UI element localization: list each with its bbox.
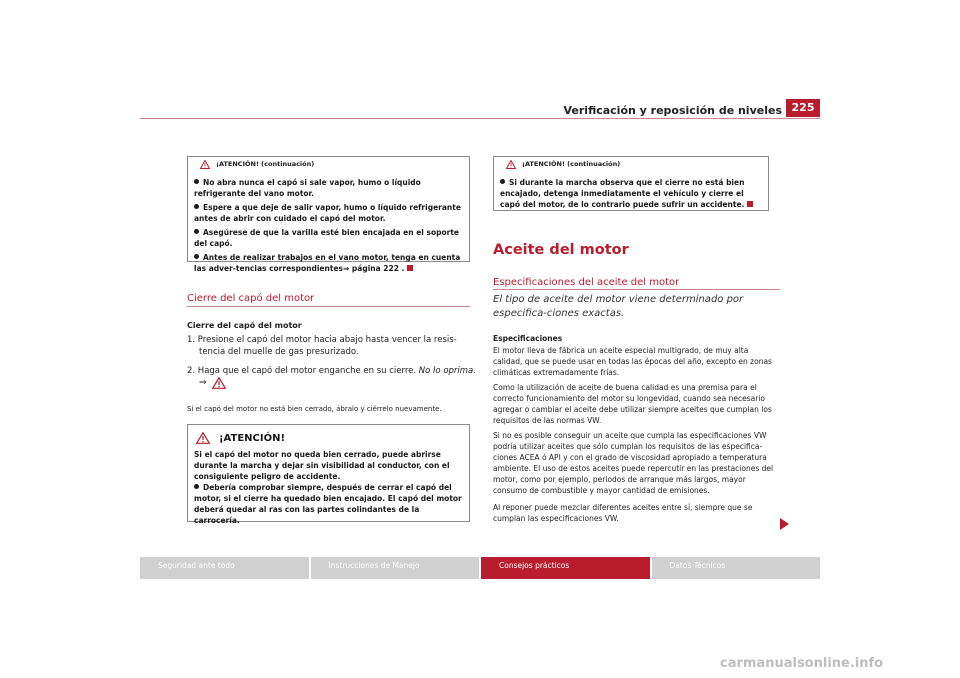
- warning-bullet: Asegúrese de que la varilla esté bien encajada en el soporte del capó.: [194, 228, 459, 248]
- footer-tab-instrucciones[interactable]: Instrucciones de Manejo: [309, 557, 480, 579]
- warning-title: ¡ATENCIÓN! (continuación): [522, 160, 621, 168]
- section-end-icon: [407, 265, 413, 271]
- section-heading-cierre: Cierre del capó del motor: [187, 293, 315, 304]
- warning-bullet: No abra nunca el capó si sale vapor, humo o líquido refrigerante del vano motor.: [194, 178, 421, 198]
- warning-triangle-icon: [200, 160, 210, 169]
- section-heading-especificaciones: Especificaciones del aceite del motor: [493, 277, 680, 288]
- header-divider: [140, 118, 820, 119]
- warning-triangle-icon: [196, 432, 210, 444]
- chapter-heading-aceite: Aceite del motor: [493, 242, 629, 258]
- footer-tab-seguridad[interactable]: Seguridad ante todo: [140, 557, 309, 579]
- bullet-dot: [194, 484, 199, 489]
- lead-text: El tipo de aceite del motor viene determinado por especifica-ciones exactas.: [493, 294, 744, 319]
- warning-title: ¡ATENCIÓN! (continuación): [216, 160, 315, 168]
- page-number: 225: [786, 99, 820, 117]
- warning-bullet: Si durante la marcha observa que el cierre no está bien encajado, detenga inmediatamente el vehículo y cierre el capó del motor, de lo contrario puede sufrir un accidente.: [494, 177, 768, 210]
- warning-bullet: Antes de realizar trabajos en el vano motor, tenga en cuenta las adver-tencias correspondientes⇒ página 222 .: [194, 253, 461, 273]
- paragraph-3: Si no es posible conseguir un aceite que cumpla las especificaciones VW podría utilizar aceites que sólo cumplan los requisitos de las especifica-ciones ACEA ó API y con el grado de viscosidad apropiado a temperatura ambiente. El uso de estos aceites puede repercutir en las prestaciones del motor, como por ejemplo, periodos de arranque más largos, mayor consumo de combustible y mayor cantidad de emisiones.: [493, 431, 774, 495]
- subheading-cierre: Cierre del capó del motor: [187, 321, 302, 330]
- footer-nav: [140, 557, 820, 579]
- section-end-icon: [747, 201, 753, 207]
- warning-box-main: [187, 424, 470, 525]
- warning-bullet: Debería comprobar siempre, después de cerrar el capó del motor, si el cierre ha quedado bien encajado. El capó del motor deberá quedar al ras con las partes colindantes de la carrocería.: [194, 483, 462, 525]
- paragraph-2: Como la utilización de aceite de buena calidad es una premisa para el correcto funcionamiento del motor su longevidad, cuando sea necesario agregar o cambiar el aceite debe utilizar siempre aceites que cumplan los requisitos de las normas VW.: [493, 383, 772, 425]
- continue-arrow-icon: [780, 518, 789, 530]
- bullet-dot: [500, 179, 505, 184]
- footer-tab-datos[interactable]: Datos Técnicos: [650, 557, 821, 579]
- warning-triangle-icon: [506, 160, 516, 169]
- warning-bullet: Espere a que deje de salir vapor, humo o líquido refrigerante antes de abrir con cuidado el capó del motor.: [194, 203, 461, 223]
- section-divider: [493, 289, 780, 290]
- bullet-dot: [194, 179, 199, 184]
- section-divider: [187, 306, 470, 307]
- warning-header: [494, 157, 768, 171]
- warning-triangle-icon: [212, 377, 226, 389]
- bullet-dot: [194, 229, 199, 234]
- paragraph-1: El motor lleva de fábrica un aceite especial multigrado, de muy alta calidad, que se puede usar en todas las épocas del año, excepto en zonas climáticas extremadamente frías.: [493, 346, 772, 377]
- step-2-ref: ⇒: [199, 377, 226, 389]
- closing-note: Si el capó del motor no está bien cerrado, ábralo y ciérrelo nuevamente.: [187, 405, 442, 413]
- warning-header: [188, 429, 469, 447]
- subheading-especificaciones: Especificaciones: [493, 334, 563, 343]
- warning-box-continued-right: [493, 156, 769, 211]
- paragraph-4: Al reponer puede mezclar diferentes aceites entre sí, siempre que se cumplan las especificaciones VW.: [493, 503, 753, 523]
- warning-box-continued-left: [187, 156, 470, 273]
- step-2: 2. Haga que el capó del motor enganche en su cierre. No lo oprima.: [187, 366, 476, 376]
- bullet-dot: [194, 254, 199, 259]
- watermark: carmanualsonline.info: [720, 656, 884, 671]
- warning-header: [188, 157, 469, 171]
- step-1: 1. Presione el capó del motor hacia abajo hasta vencer la resis-: [187, 335, 457, 345]
- warning-intro: Si el capó del motor no queda bien cerrado, puede abrirse durante la marcha y dejar sin visibilidad al conductor, con el consiguiente peligro de accidente.: [194, 450, 450, 481]
- page-header-title: Verificación y reposición de niveles: [563, 104, 782, 117]
- step-1-continued: tencia del muelle de gas presurizado.: [199, 347, 359, 357]
- bullet-dot: [194, 204, 199, 209]
- footer-tab-consejos[interactable]: Consejos prácticos: [479, 557, 650, 579]
- warning-title: ¡ATENCIÓN!: [219, 432, 286, 444]
